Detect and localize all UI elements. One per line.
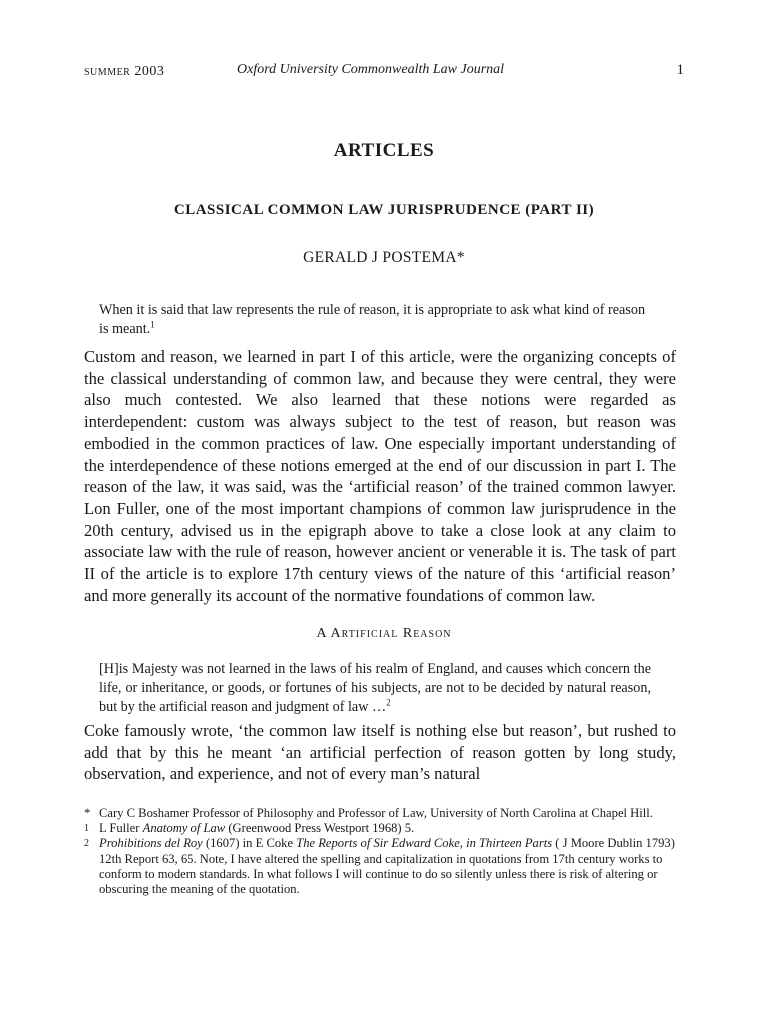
footnote-author-name: L Fuller <box>99 821 140 836</box>
page-number: 1 <box>676 62 684 78</box>
footnote-2 <box>84 836 678 897</box>
footnote-book-title: The Reports of Sir Edward Coke, in Thirteen Parts <box>296 836 553 851</box>
block-quote-text: [H]is Majesty was not learned in the laws of his realm of England, and causes which concern the life, or inheritance, or goods, or fortunes of his subjects, are not to be decided by natural reason, but by the artificial reason and judgment of law … <box>99 661 651 715</box>
body-paragraph-2: Coke famously wrote, ‘the common law itself is nothing else but reason’, but rushed to add that by this he meant ‘an artificial perfection of reason gotten by long study, observation, and experience, and not of every man’s natural <box>84 721 676 784</box>
footnote-case-name: Prohibitions del Roy <box>99 836 203 851</box>
epigraph-text: When it is said that law represents the rule of reason, it is appropriate to ask what kind of reason is meant. <box>99 302 646 337</box>
footnote-author <box>84 806 678 821</box>
footnote-mark: * <box>84 806 91 820</box>
footnote-text: Cary C Boshamer Professor of Philosophy and Professor of Law, University of North Carolina at Chapel Hill. <box>99 806 653 820</box>
running-head <box>84 62 684 82</box>
journal-title: Oxford University Commonwealth Law Journal <box>237 62 505 77</box>
footnote-book-title: Anatomy of Law <box>142 821 226 836</box>
article-title: CLASSICAL COMMON LAW JURISPRUDENCE (PART II) <box>173 202 595 218</box>
footnotes <box>84 806 678 897</box>
section-heading: ARTICLES <box>333 140 435 161</box>
footnote-mid-text: (1607) in E Coke <box>205 836 294 851</box>
footnote-1 <box>84 821 678 836</box>
block-quote <box>99 660 651 717</box>
footnote-citation: (Greenwood Press Westport 1968) 5. <box>228 821 415 836</box>
issue-date: summer 2003 <box>84 64 165 79</box>
author-name: GERALD J POSTEMA* <box>303 249 465 266</box>
footnote-ref-2[interactable]: 2 <box>386 697 391 708</box>
footnote-ref-1[interactable]: 1 <box>150 319 155 330</box>
footnote-mark: 1 <box>84 823 89 835</box>
subsection-heading: A Artificial Reason <box>316 626 452 641</box>
epigraph <box>99 301 651 339</box>
footnote-mark: 2 <box>84 838 89 850</box>
body-paragraph-1: Custom and reason, we learned in part I of this article, were the organizing concepts of the classical understanding of common law, and because they were central, they were also much contested. We also learned that these notions were regarded as interdependent: custom was always subject to the test of reason, but reason was embodied in the common practices of law. One especially important understanding of the interdependence of these notions emerged at the end of our discussion in part I. The reason of the law, it was said, was the ‘artificial reason’ of the trained common lawyer. Lon Fuller, one of the most important champions of common law jurisprudence in the 20th century, advised us in the epigraph above to take a close look at any claim to associate law with the rule of reason, however ancient or venerable it is. The task of part II of the article is to explore 17th century views of the nature of this ‘artificial reason’ and more generally its account of the normative foundations of common law. <box>84 347 676 605</box>
footnote-citation: ( J Moore Dublin 1793) 12th Report 63, 65. Note, I have altered the spelling and capitalization in quotations from 17th century works to conform to modern standards. In what follows I will continue to do so silently unless there is risk of altering or obscuring the meaning of the quotation. <box>99 836 675 897</box>
